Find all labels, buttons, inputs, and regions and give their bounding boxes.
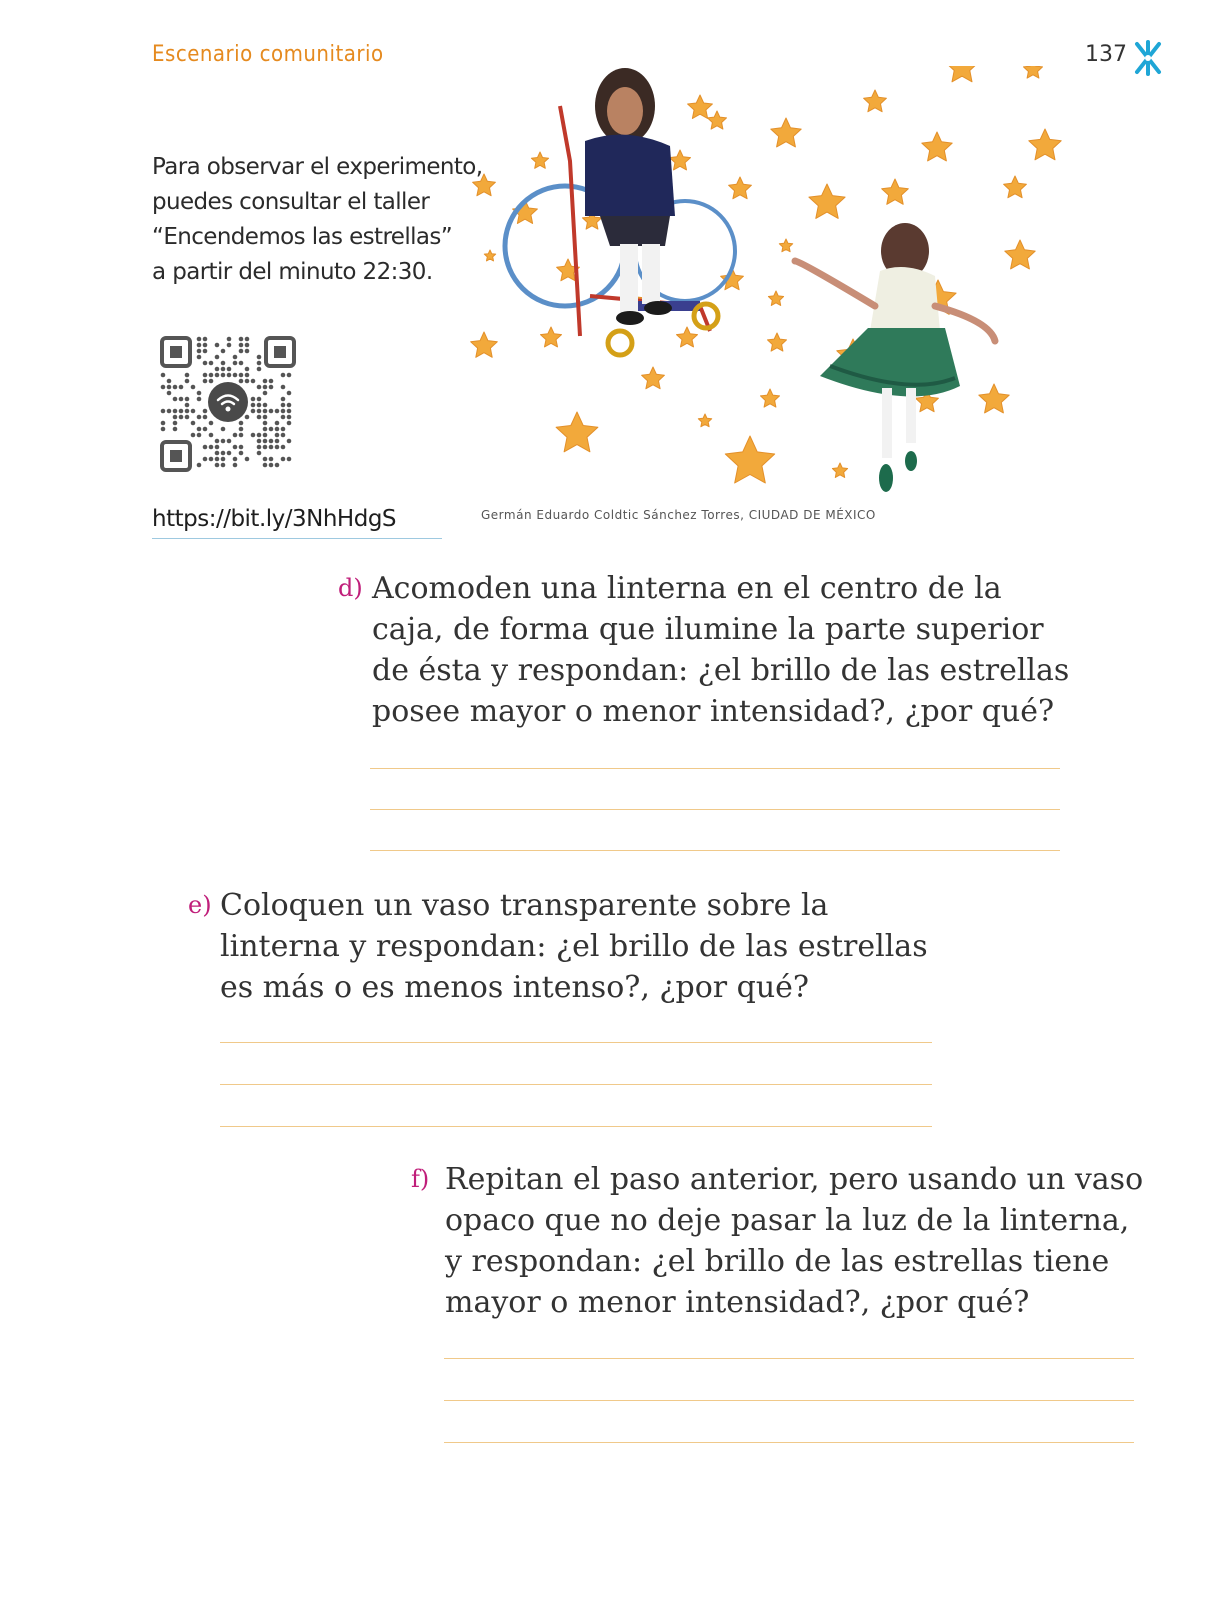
qr-module xyxy=(203,337,208,342)
question-letter: e) xyxy=(188,891,212,919)
qr-module xyxy=(239,451,244,456)
question-letter: d) xyxy=(338,574,363,602)
qr-module xyxy=(215,445,220,450)
qr-module xyxy=(263,433,268,438)
question-text xyxy=(372,568,1069,732)
qr-module xyxy=(161,385,166,390)
qr-module xyxy=(191,409,196,414)
qr-module xyxy=(197,415,202,420)
star-icon xyxy=(531,152,548,168)
instruction-line: Para observar el experimento, xyxy=(152,154,483,180)
qr-module xyxy=(269,445,274,450)
answer-line[interactable] xyxy=(444,1400,1134,1401)
qr-module xyxy=(251,403,256,408)
star-icon xyxy=(768,333,787,351)
qr-module xyxy=(227,343,232,348)
qr-module xyxy=(275,433,280,438)
qr-module xyxy=(197,427,202,432)
qr-module xyxy=(179,385,184,390)
star-icon xyxy=(946,66,978,82)
qr-module xyxy=(215,457,220,462)
qr-module xyxy=(281,373,286,378)
qr-module xyxy=(263,409,268,414)
qr-module xyxy=(233,457,238,462)
qr-module xyxy=(227,367,232,372)
star-icon xyxy=(771,118,801,147)
instruction-line: “Encendemos las estrellas” xyxy=(152,224,453,250)
qr-module xyxy=(215,367,220,372)
qr-module xyxy=(209,379,214,384)
video-link[interactable]: https://bit.ly/3NhHdgS xyxy=(152,506,397,532)
video-instructions xyxy=(152,150,483,290)
qr-module xyxy=(257,355,262,360)
star-icon xyxy=(677,327,698,347)
qr-module xyxy=(197,355,202,360)
qr-module xyxy=(233,373,238,378)
qr-module xyxy=(221,451,226,456)
stars-illustration xyxy=(470,66,1170,506)
qr-module xyxy=(173,415,178,420)
qr-module xyxy=(197,337,202,342)
qr-module xyxy=(197,397,202,402)
question-line: Repitan el paso anterior, pero usando un vaso xyxy=(445,1162,1144,1197)
qr-module xyxy=(197,463,202,468)
qr-module xyxy=(209,445,214,450)
star-icon xyxy=(556,412,598,452)
qr-module xyxy=(185,403,190,408)
star-icon xyxy=(882,179,909,204)
star-icon xyxy=(688,95,713,119)
star-icon xyxy=(725,436,774,483)
link-underline xyxy=(152,538,442,539)
qr-module xyxy=(257,385,262,390)
qr-module xyxy=(257,409,262,414)
question-line: mayor o menor intensidad?, ¿por qué? xyxy=(445,1285,1030,1320)
answer-line[interactable] xyxy=(370,850,1060,851)
qr-module xyxy=(197,433,202,438)
qr-module xyxy=(257,397,262,402)
qr-module xyxy=(233,433,238,438)
qr-module xyxy=(209,433,214,438)
question-text xyxy=(445,1159,1143,1323)
star-icon xyxy=(473,174,496,196)
question-line: y respondan: ¿el brillo de las estrellas tiene xyxy=(445,1244,1110,1279)
qr-code[interactable] xyxy=(160,336,296,472)
star-icon xyxy=(484,250,495,261)
question-line: linterna y respondan: ¿el brillo de las estrellas xyxy=(220,929,928,964)
qr-module xyxy=(251,409,256,414)
qr-module xyxy=(287,391,292,396)
qr-module xyxy=(281,415,286,420)
qr-module xyxy=(269,385,274,390)
page-number: 137 xyxy=(1085,42,1127,67)
qr-module xyxy=(263,439,268,444)
qr-module xyxy=(191,433,196,438)
qr-module xyxy=(179,397,184,402)
qr-module xyxy=(215,355,220,360)
star-icon xyxy=(1005,240,1035,269)
star-icon xyxy=(1029,129,1061,160)
qr-module xyxy=(239,421,244,426)
qr-module xyxy=(287,439,292,444)
qr-module xyxy=(215,451,220,456)
qr-module xyxy=(281,457,286,462)
question-letter: f) xyxy=(411,1165,430,1193)
qr-module xyxy=(257,439,262,444)
qr-module xyxy=(233,361,238,366)
qr-module xyxy=(257,445,262,450)
star-icon xyxy=(698,414,711,427)
qr-module xyxy=(233,355,238,360)
qr-module xyxy=(203,445,208,450)
star-icon xyxy=(979,384,1009,413)
qr-module xyxy=(185,379,190,384)
qr-module xyxy=(167,391,172,396)
qr-module xyxy=(257,361,262,366)
qr-module xyxy=(263,421,268,426)
qr-module xyxy=(221,349,226,354)
qr-module xyxy=(281,427,286,432)
qr-module xyxy=(173,427,178,432)
qr-module xyxy=(257,451,262,456)
qr-module xyxy=(287,409,292,414)
qr-module xyxy=(161,373,166,378)
qr-module xyxy=(191,385,196,390)
qr-module xyxy=(239,343,244,348)
qr-module xyxy=(191,421,196,426)
star-icon xyxy=(708,111,727,129)
qr-module xyxy=(233,463,238,468)
qr-module xyxy=(281,403,286,408)
qr-module xyxy=(227,451,232,456)
qr-module xyxy=(221,463,226,468)
answer-line[interactable] xyxy=(220,1084,932,1085)
qr-module xyxy=(245,379,250,384)
qr-module xyxy=(263,457,268,462)
qr-module xyxy=(161,409,166,414)
qr-module xyxy=(173,385,178,390)
qr-module xyxy=(251,397,256,402)
qr-module xyxy=(257,433,262,438)
qr-module xyxy=(269,439,274,444)
qr-module xyxy=(245,343,250,348)
qr-module xyxy=(221,367,226,372)
section-title: Escenario comunitario xyxy=(152,42,384,67)
qr-module xyxy=(215,373,220,378)
qr-module xyxy=(221,427,226,432)
qr-module xyxy=(287,421,292,426)
qr-module xyxy=(263,385,268,390)
qr-module xyxy=(269,379,274,384)
star-icon xyxy=(541,327,562,347)
qr-module xyxy=(215,343,220,348)
qr-module xyxy=(203,415,208,420)
qr-module xyxy=(161,427,166,432)
qr-module xyxy=(275,445,280,450)
qr-module xyxy=(269,427,274,432)
answer-line[interactable] xyxy=(444,1442,1134,1443)
qr-module xyxy=(269,463,274,468)
qr-module xyxy=(263,427,268,432)
qr-module xyxy=(233,445,238,450)
qr-module xyxy=(257,367,262,372)
qr-module xyxy=(281,385,286,390)
qr-module xyxy=(239,361,244,366)
qr-module xyxy=(209,421,214,426)
star-icon xyxy=(729,177,752,199)
star-icon xyxy=(864,90,887,112)
qr-module xyxy=(215,463,220,468)
qr-module xyxy=(203,409,208,414)
question-text xyxy=(220,885,928,1008)
qr-module xyxy=(275,409,280,414)
qr-module xyxy=(263,379,268,384)
qr-module xyxy=(245,415,250,420)
qr-module xyxy=(269,409,274,414)
qr-module xyxy=(197,349,202,354)
question-line: de ésta y respondan: ¿el brillo de las estrellas xyxy=(372,653,1070,688)
star-icon xyxy=(779,239,792,252)
qr-module xyxy=(263,403,268,408)
qr-module xyxy=(185,409,190,414)
qr-module xyxy=(287,415,292,420)
qr-module xyxy=(239,427,244,432)
qr-module xyxy=(167,379,172,384)
answer-line[interactable] xyxy=(220,1042,932,1043)
qr-module xyxy=(209,373,214,378)
star-icon xyxy=(1004,176,1027,198)
star-icon xyxy=(809,184,845,218)
illustration-credit: Germán Eduardo Coldtic Sánchez Torres, CIUDAD DE MÉXICO xyxy=(481,508,876,522)
qr-module xyxy=(221,439,226,444)
qr-module xyxy=(173,409,178,414)
question-line: caja, de forma que ilumine la parte superior xyxy=(372,612,1044,647)
qr-module xyxy=(179,409,184,414)
qr-module xyxy=(185,415,190,420)
qr-module xyxy=(251,379,256,384)
qr-module xyxy=(257,403,262,408)
question-line: posee mayor o menor intensidad?, ¿por qué? xyxy=(372,694,1055,729)
question-line: Acomoden una linterna en el centro de la xyxy=(372,571,1002,606)
qr-module xyxy=(275,421,280,426)
qr-module xyxy=(203,427,208,432)
qr-module xyxy=(245,457,250,462)
qr-module xyxy=(197,343,202,348)
qr-module xyxy=(245,337,250,342)
qr-module xyxy=(221,361,226,366)
qr-module xyxy=(203,379,208,384)
question-line: opaco que no deje pasar la luz de la linterna, xyxy=(445,1203,1130,1238)
qr-module xyxy=(239,373,244,378)
qr-module xyxy=(257,415,262,420)
qr-module xyxy=(221,457,226,462)
qr-module xyxy=(173,421,178,426)
qr-module xyxy=(263,415,268,420)
qr-module xyxy=(281,397,286,402)
qr-module xyxy=(287,457,292,462)
qr-module xyxy=(203,349,208,354)
question-line: es más o es menos intenso?, ¿por qué? xyxy=(220,970,809,1005)
qr-module xyxy=(245,373,250,378)
answer-line[interactable] xyxy=(444,1358,1134,1359)
qr-module xyxy=(281,409,286,414)
qr-module xyxy=(203,361,208,366)
qr-module xyxy=(245,367,250,372)
qr-module xyxy=(239,337,244,342)
qr-module xyxy=(203,343,208,348)
qr-module xyxy=(227,373,232,378)
qr-module xyxy=(239,349,244,354)
qr-module xyxy=(239,379,244,384)
star-icon xyxy=(761,389,780,407)
qr-module xyxy=(245,349,250,354)
qr-module xyxy=(173,397,178,402)
qr-module xyxy=(275,427,280,432)
qr-module xyxy=(215,439,220,444)
qr-module xyxy=(275,463,280,468)
qr-module xyxy=(263,463,268,468)
qr-module xyxy=(263,445,268,450)
answer-line[interactable] xyxy=(220,1126,932,1127)
instruction-line: puedes consultar el taller xyxy=(152,189,430,215)
star-icon xyxy=(922,132,952,161)
star-icon xyxy=(471,332,498,357)
qr-module xyxy=(275,439,280,444)
qr-module xyxy=(287,373,292,378)
qr-module xyxy=(251,433,256,438)
qr-module xyxy=(209,361,214,366)
qr-module xyxy=(239,433,244,438)
question-line: Coloquen un vaso transparente sobre la xyxy=(220,888,829,923)
qr-module xyxy=(221,373,226,378)
qr-module xyxy=(287,403,292,408)
qr-module xyxy=(167,409,172,414)
qr-module xyxy=(263,391,268,396)
qr-module xyxy=(185,397,190,402)
qr-module xyxy=(161,421,166,426)
qr-module xyxy=(185,373,190,378)
star-icon xyxy=(642,367,665,389)
qr-module xyxy=(281,445,286,450)
qr-module xyxy=(203,457,208,462)
answer-line[interactable] xyxy=(370,809,1060,810)
answer-line[interactable] xyxy=(370,768,1060,769)
qr-module xyxy=(239,445,244,450)
star-icon xyxy=(832,463,847,478)
qr-module xyxy=(203,373,208,378)
qr-module xyxy=(167,385,172,390)
star-icon xyxy=(768,291,783,306)
star-icon xyxy=(670,150,691,170)
qr-module xyxy=(209,457,214,462)
qr-module xyxy=(227,337,232,342)
dancing-girl-figure xyxy=(795,223,995,492)
instruction-line: a partir del minuto 22:30. xyxy=(152,259,433,285)
qr-module xyxy=(179,415,184,420)
star-icon xyxy=(1024,66,1043,78)
qr-module xyxy=(269,457,274,462)
qr-module xyxy=(197,391,202,396)
qr-module xyxy=(227,439,232,444)
qr-module xyxy=(281,433,286,438)
